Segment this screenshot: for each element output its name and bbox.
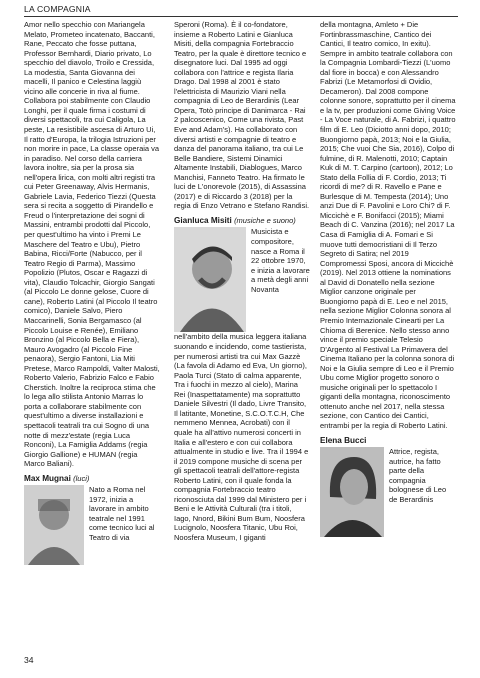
portrait-photo [320, 447, 384, 537]
bio-name: Elena Bucci [320, 435, 367, 445]
column-1 [24, 20, 160, 565]
bio-role: (luci) [73, 473, 90, 483]
portrait-photo-art [24, 485, 84, 565]
bio-text-continued: Amor nello specchio con Mariangela Melato, Prometeo incatenato, Baccanti, Rane, Peccato che fosse puttana, Professor Bernhardi, Diario privato, Lo specchio del diavolo, Troilo e Cressida, La modestia, Santa Giovanna dei macelli, Il panico e Celestina laggiù vicino alle concerie in riva al fiume. Collabora poi stabilmente con Claudio Longhi, per il quale firma i costumi di diversi spettacoli, tra cui Caligola, La peste, La resistibile ascesa di Arturo Ui, Il ratto d'Europa, la trilogia Istruzioni per non morire in pace, La classe operaia va in paradiso. Nel corso della carriera lavora inoltre, sia per la prosa sia nell'opera lirica, con molti altri registi tra cui Peter Greenaway, Alvis Hermanis, Gabriele Lavia, Federico Tiezzi (Questa sera si recita a soggetto di Pirandello e Freud o l'interpretazione dei sogni di Massini, entrambi prodotti dal Piccolo, per quest'ultimo ha vinto i Premi Le Maschere del Teatro e Ubu), Pietro Babina, Ricci/Forte (Nabucco, per il Teatro Regio di Parma), Massimo Popolizio (Plutos, Oscar e Ragazzi di vita), Claudio Tolcachir, Giorgio Sangati (al Piccolo Le donne gelose, Cuore di cane), Roberto Latini (al Piccolo Il teatro comico), Daniele Salvo, Piero Maccarinelli, Sonia Bergamasco (al Piccolo Louise e Renée), Emiliano Bronzino (al Piccolo Bella e Fiera), Mauro Avogadro (al Piccolo Fine penaora), Sergio Fantoni, Lia Miti Pretese, Marco Rampoldi, Valter Malosti, Roberto Valerio, Fabrizio Falco e Fabio Cherstich. Inoltre la reciproca stima che lo lega allo stilista Antonio Marras lo porta a collaborare stabilmente con quest'ultimo a diverse installazioni e spettacoli teatrali tra cui Sogno di una notte di mezz'estate (regia Luca Ronconi), La Famiglia Addams (regia Giorgio Gallione) e HUMAN (regia Marco Baliani). [24, 20, 160, 469]
portrait-photo [24, 485, 84, 565]
header-rule [24, 16, 458, 17]
bio-text-continued: Speroni (Roma). È il co-fondatore, insieme a Roberto Latini e Gianluca Misiti, della compagnia Fortebraccio Teatro, per la quale è direttore tecnico e disegnatore luci. Dal 1995 ad oggi collabora con l'attrice e regista Ilaria Drago. Dal 1998 al 2001 è stato l'elettricista di Maurizio Viani nella compagnia di Leo de Berardinis (Lear Opera, Totò principe di Danimarca - Rai 2 palcoscenico, Come una rivista, Past Eve and Adam's). Ha collaborato con diversi artisti e compagnie di teatro e danza del panorama italiano, tra cui Le Belle Bandiere, Sistemi Dinamici Altamente Instabili, Diablogues, Marco Manchisi, Fanneto Teatro. Ha firmato le luci de L'onorevole (2015), di Assassina (2017) e di Riccardo 3 (2018) per la regia di Enzo Vetrano e Stefano Randisi. [174, 20, 310, 211]
portrait-photo [174, 227, 246, 332]
bio-text-continued: della montagna, Amleto + Die Fortinbrassmaschine, Cantico dei Cantici, Il teatro comico, In exitu). Sempre in ambito teatrale collabora con la Compagnia Lombardi-Tiezzi (L'uomo dal fiore in bocca) e con Alessandro Fabrizi (Le Metamorfosi di Ovidio, Decameron). Dal 2008 compone colonne sonore, soprattutto per il cinema e la tv, per produzioni come Giving Voice - La Voce naturale, di A. Fabrizi, i quattro film di E. Leo (Diciotto anni dopo, 2010; Buongiorno papà, 2013; Noi e la Giulia, 2015; Che vuoi Che Sia, 2016), Colpo di fulmine, di R. Malenotti, 2010; Captain Kuk di M. T. Carpino (cartoon), 2012; Lo Stato della Follia di F. Cordio, 2013; Ti ricordi di me? di R. Ravello e Pane e Burlesque di M. Tempesta (2014); Uno anzi Due di F. Pavolini e Loro Chi? di F. Miccichè e F. Bonifacci (2015); Miami Beach di C. Vanzina (2016); nel 2017 La Casa di Famiglia di A. Fomari e Si muove tutti democristiani di Il Terzo Segreto di Satira; nel 2019 Compromessi Sposi, ancora di Miccichè (2019). Nel 2013 ottiene la nominations al David di Donatello nella sezione Miglior canzone originale per Buongiorno papà di E. Leo e nel 2015, nella sezione Miglior Colonna sonora al Premio Internazionale Cinearti per La Chioma di Berenice. Nello stesso anno vince il premio speciale Telesio D'Argento al Festival La Primavera del Cinema Italiano per la colonna sonora di Noi e la Giulia sempre di Leo e il Premio Ubu come Miglior progetto sonoro o musiche originali per lo spettacolo I giganti della montagna, riconoscimento ottenuto anche nel 2017, nella stessa sezione, con Cantico dei Cantici, entrambi per la regia di Roberto Latini. [320, 20, 456, 430]
bio-name: Max Mugnai [24, 473, 71, 483]
column-2 [174, 20, 310, 543]
section-title: LA COMPAGNIA [24, 4, 91, 14]
bio-block-gianluca-misiti [174, 227, 310, 332]
column-3 [320, 20, 456, 537]
bio-text: Attrice, regista, autrice, ha fatto parte della compagnia bolognese di Leo de Berardinis [389, 447, 447, 504]
bio-heading-elena-bucci [320, 436, 456, 446]
bio-text: nell'ambito della musica leggera italiana suonando e incidendo, come tastierista, per numerosi artisti tra cui Max Gazzè (La favola di Adamo ed Eva, Un giorno), Paola Turci (Stato di calma apparente, Tra i fuochi in mezzo al cielo), Marina Rei (Inaspettatamente) ma soprattutto Daniele Silvestri (Il dado, Livre Transito, Il latitante, Monetine, S.C.O.T.C.H, Che nemmeno Mennea, Acrobati) con il quale ha all'attivo numerosi concerti in Italia e all'estero e con cui collabora attualmente in studio e live. Tra il 1994 e il 2019 compone musiche di scena per gli spettacoli teatrali dell'attore-regista Roberto Latini, con il quale fonda la compagnia Fortebraccio teatro riconosciuta dal 1999 dal Ministero per i Beni e le Attività Culturali (tra i titoli, Iago, Nnord, Bikini Bum Bum, Noosfera Lucignolo, Noosfera Titanic, Ubu Roi, Noosfera Museum, I giganti [174, 332, 309, 542]
portrait-photo-art [320, 447, 384, 537]
bio-text: Nato a Roma nel 1972, inizia a lavorare in ambito teatrale nel 1991 come tecnico luci al Teatro di via [89, 485, 155, 542]
portrait-photo-art [174, 227, 246, 332]
bio-heading-gianluca-misiti [174, 216, 310, 226]
bio-role: (musiche e suono) [234, 215, 296, 225]
bio-block-elena-bucci [320, 447, 456, 537]
page-number: 34 [24, 655, 34, 665]
bio-heading-max-mugnai [24, 474, 160, 484]
bio-text-intro: Musicista e compositore, nasce a Roma il 22 ottobre 1970, e inizia a lavorare a metà degli anni Novanta [251, 227, 310, 294]
bio-block-max-mugnai [24, 485, 160, 565]
bio-name: Gianluca Misiti [174, 215, 232, 225]
